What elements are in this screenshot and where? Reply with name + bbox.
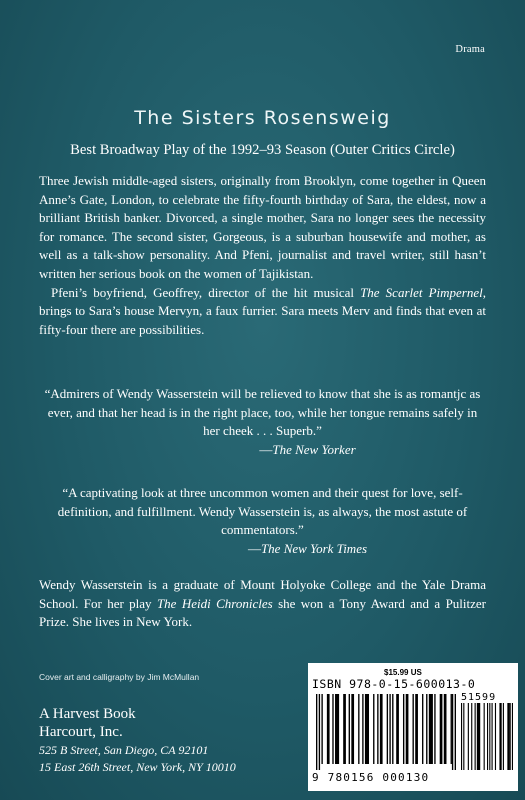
barcode-bar (468, 703, 469, 770)
author-name: Wendy Wasserstein (39, 577, 143, 592)
address-line-1: 525 B Street, San Diego, CA 92101 (39, 743, 209, 757)
barcode-bar (429, 694, 433, 764)
barcode-bar (499, 703, 501, 770)
author-bio (39, 576, 486, 632)
quote-text: “Admirers of Wendy Wasserstein will be relieved to know that she is as romantjc as ever, and that her head is in the right place, too, while her tongue remains safely in her cheek . . . Superb.” (44, 386, 481, 439)
book-title: The Sisters Rosensweig (134, 107, 391, 129)
barcode-bar (365, 694, 369, 764)
barcode-bar (358, 694, 359, 764)
addon-number: 51599 (461, 692, 497, 703)
barcode-bar (403, 694, 404, 764)
barcode-bar (335, 694, 339, 764)
barcode-bar (475, 703, 476, 770)
barcode-bar (444, 694, 447, 764)
review-quote-1 (39, 385, 486, 459)
synopsis-paragraph-2 (39, 284, 486, 340)
barcode-bar (362, 694, 363, 764)
synopsis (39, 172, 486, 339)
barcode-bar (455, 694, 456, 770)
barcode-bar (406, 694, 409, 764)
barcode-bar (434, 694, 435, 764)
barcode-bar (487, 703, 488, 770)
barcode-bar (461, 703, 462, 770)
barcode-bar (373, 694, 374, 764)
imprint-name: A Harvest Book (39, 706, 136, 722)
review-quote-2 (39, 484, 486, 558)
ean-barcode (316, 694, 456, 770)
barcode-bar (507, 703, 509, 770)
barcode-bar (422, 694, 423, 764)
award-subtitle: Best Broadway Play of the 1992–93 Season (Outer Critics Circle) (70, 142, 455, 158)
quote-attribution (39, 441, 486, 460)
barcode-bar (343, 694, 346, 764)
barcode-bar (510, 703, 511, 770)
barcode-panel (308, 663, 518, 791)
barcode-bar (413, 694, 414, 764)
attribution-dash: — (247, 540, 261, 556)
barcode-bar (321, 694, 322, 764)
barcode-bar (327, 694, 330, 764)
barcode-bar (349, 694, 350, 764)
barcode-bar (440, 694, 443, 764)
barcode-bar (492, 703, 493, 770)
barcode-bar (503, 703, 504, 770)
synopsis-paragraph-1: Three Jewish middle-aged sisters, originally from Brooklyn, come together in Queen Anne’s Gate, London, to celebrate the fifty-fourth birthday of Sara, the eldest, now a brilliant British banker. Divorced, a single mother, Sara no longer sees the necessity for romance. The second sister, Gorgeous, is a suburban housewife and mother, as well as a talk-show personality. And Pfeni, journalist and travel writer, still hasn’t written her serious book on the women of Tajikistan. (39, 173, 486, 281)
ean-number: 9 780156 000130 (312, 771, 430, 784)
publisher-address (39, 742, 236, 775)
synopsis-musical-title: The Scarlet Pimpernel (360, 284, 483, 300)
synopsis-text: , brings to Sara’s house Mervyn, a faux furrier. Sara meets Merv and finds that even at fifty-four there are possibilities. (39, 284, 486, 337)
price-label: $15.99 US (384, 668, 422, 677)
quote-source: The New Yorker (272, 441, 356, 457)
quote-text: “A captivating look at three uncommon women and their quest for love, self-definition, and fulfillment. Wendy Wasserstein is, as always, the most astute of commentators.” (57, 485, 468, 538)
barcode-bar (396, 694, 399, 764)
barcode-bar (426, 694, 427, 764)
synopsis-text: Pfeni’s boyfriend, Geoffrey, director of the hit musical (51, 284, 361, 300)
barcode-bar (452, 694, 453, 770)
bio-text: she won a Tony Award and a Pulitzer Prize. She lives in New York. (39, 595, 487, 630)
barcode-bar (387, 694, 388, 764)
quote-source: The New York Times (260, 540, 368, 556)
barcode-bar (377, 694, 378, 764)
barcode-bar (415, 694, 418, 764)
barcode-bar (471, 703, 472, 770)
barcode-bar (319, 694, 320, 770)
barcode-bar (332, 694, 333, 764)
barcode-bar (489, 703, 490, 770)
barcode-bar (484, 703, 485, 770)
barcode-bar (512, 703, 513, 770)
cover-credit: Cover art and calligraphy by Jim McMullan (39, 672, 200, 682)
barcode-bar (389, 694, 390, 764)
barcode-bar (351, 694, 354, 764)
barcode-bar (380, 694, 383, 764)
barcode-bar (495, 703, 496, 770)
genre-label: Drama (455, 44, 485, 55)
publisher-block (39, 705, 136, 741)
barcode-bar (392, 694, 393, 764)
barcode-bar (477, 703, 480, 770)
barcode-bar (451, 694, 452, 764)
publisher-name: Harcourt, Inc. (39, 724, 123, 740)
quote-attribution (39, 540, 486, 559)
attribution-dash: — (259, 441, 273, 457)
barcode-bar (463, 703, 464, 770)
isbn-label: ISBN 978-0-15-600013-0 (312, 677, 476, 691)
bio-text: is a graduate of Mount Holyoke College and the Yale Drama School. For her play (39, 577, 486, 611)
addon-barcode (461, 703, 513, 770)
bio-play-title: The Heidi Chronicles (156, 595, 273, 611)
address-line-2: 15 East 26th Street, New York, NY 10010 (39, 759, 236, 774)
barcode-bar (316, 694, 317, 770)
